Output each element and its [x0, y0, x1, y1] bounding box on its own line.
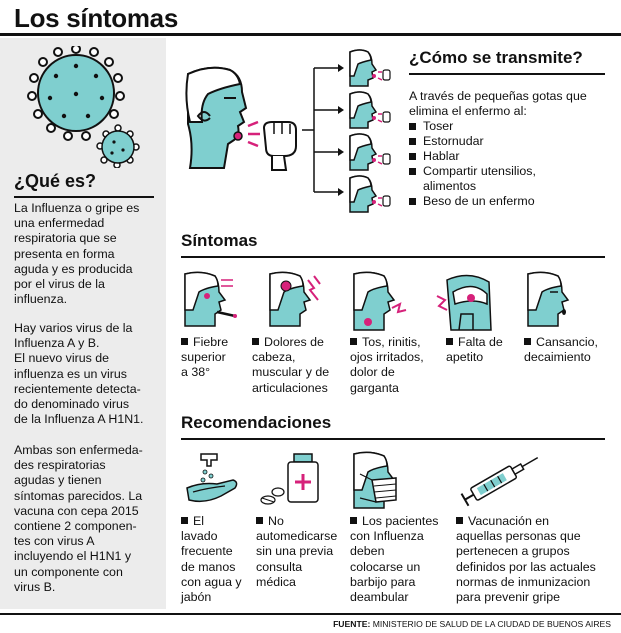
- sidebar: [0, 38, 166, 609]
- symptom-caption-1: Fiebre superior a 38°: [181, 335, 229, 380]
- recommendation-caption-4: Vacunación en aquellas personas que pertenecen a grupos definidos por las actuales normas de inmunizacion para prevenir gripe: [456, 514, 596, 605]
- symptom-caption-5: Cansancio, decaimiento: [524, 335, 598, 365]
- symptom-caption-2: Dolores de cabeza, muscular y de articulaciones: [252, 335, 330, 395]
- sidebar-heading: ¿Qué es?: [14, 171, 97, 191]
- symptoms-rule: [181, 256, 605, 258]
- coughing-person-icon: [180, 64, 305, 174]
- medicine-bottle-icon: [256, 450, 328, 510]
- transmission-list: [409, 119, 614, 209]
- source-credit: FUENTE: MINISTERIO DE SALUD DE LA CIUDAD DE BUENOS AIRES: [333, 619, 611, 629]
- hand-washing-icon: [181, 450, 243, 508]
- runny-nose-face-icon: [350, 270, 408, 332]
- header: [0, 0, 621, 36]
- list-item: Beso de un enfermo: [409, 194, 614, 209]
- syringe-icon: [456, 452, 546, 508]
- transmission-intro: A través de pequeñas gotas que elimina el enfermo al:: [409, 89, 587, 118]
- tired-face-icon: [524, 270, 582, 328]
- sidebar-rule: [14, 196, 154, 198]
- list-item: Estornudar: [409, 134, 614, 149]
- transmission-rule: [409, 73, 605, 75]
- transmission-heading: ¿Cómo se transmite?: [409, 48, 583, 67]
- recommendation-caption-1: El lavado frecuente de manos con agua y jabón: [181, 514, 242, 605]
- stomach-icon: [433, 270, 503, 332]
- list-item: Hablar: [409, 149, 614, 164]
- headache-face-icon: [266, 270, 324, 328]
- virus-icon: [24, 46, 144, 168]
- transmission-arrows-icon: [300, 60, 345, 200]
- sidebar-paragraph-1: La Influenza o gripe es una enfermedad respiratoria que se presenta en forma aguda y es producida por el virus de la influenza.: [14, 201, 140, 307]
- small-face-talk-icon: [346, 132, 392, 172]
- symptom-caption-4: Falta de apetito: [446, 335, 503, 365]
- sidebar-paragraph-3: Ambas son enfermeda- des respiratorias agudas y tienen síntomas parecidos. La vacuna con cepa 2015 contiene 2 componen- tes con virus A incluyendo el H1N1 y un componente con virus B.: [14, 443, 143, 594]
- page-title: Los síntomas: [14, 3, 178, 33]
- sidebar-paragraph-2: Hay varios virus de la Influenza A y B. El nuevo virus de influenza es un virus recientemente detecta- do denominado virus de la Influenza A H1N1.: [14, 321, 144, 427]
- fever-face-icon: [181, 270, 239, 328]
- list-item: Compartir utensilios, alimentos: [409, 164, 614, 194]
- recommendation-caption-3: Los pacientes con Influenza deben colocarse un barbijo para deambular: [350, 514, 439, 605]
- small-face-cough-icon: [346, 48, 392, 88]
- small-face-kiss-icon: [346, 174, 392, 214]
- footer: [0, 613, 621, 633]
- face-mask-icon: [350, 450, 408, 510]
- list-item: Toser: [409, 119, 614, 134]
- recommendations-heading: Recomendaciones: [181, 413, 332, 432]
- symptoms-heading: Síntomas: [181, 231, 258, 250]
- recommendation-caption-2: No automedicarse sin una previa consulta médica: [256, 514, 338, 589]
- recommendations-rule: [181, 438, 605, 440]
- small-face-sneeze-icon: [346, 90, 392, 130]
- symptom-caption-3: Tos, rinitis, ojos irritados, dolor de garganta: [350, 335, 424, 395]
